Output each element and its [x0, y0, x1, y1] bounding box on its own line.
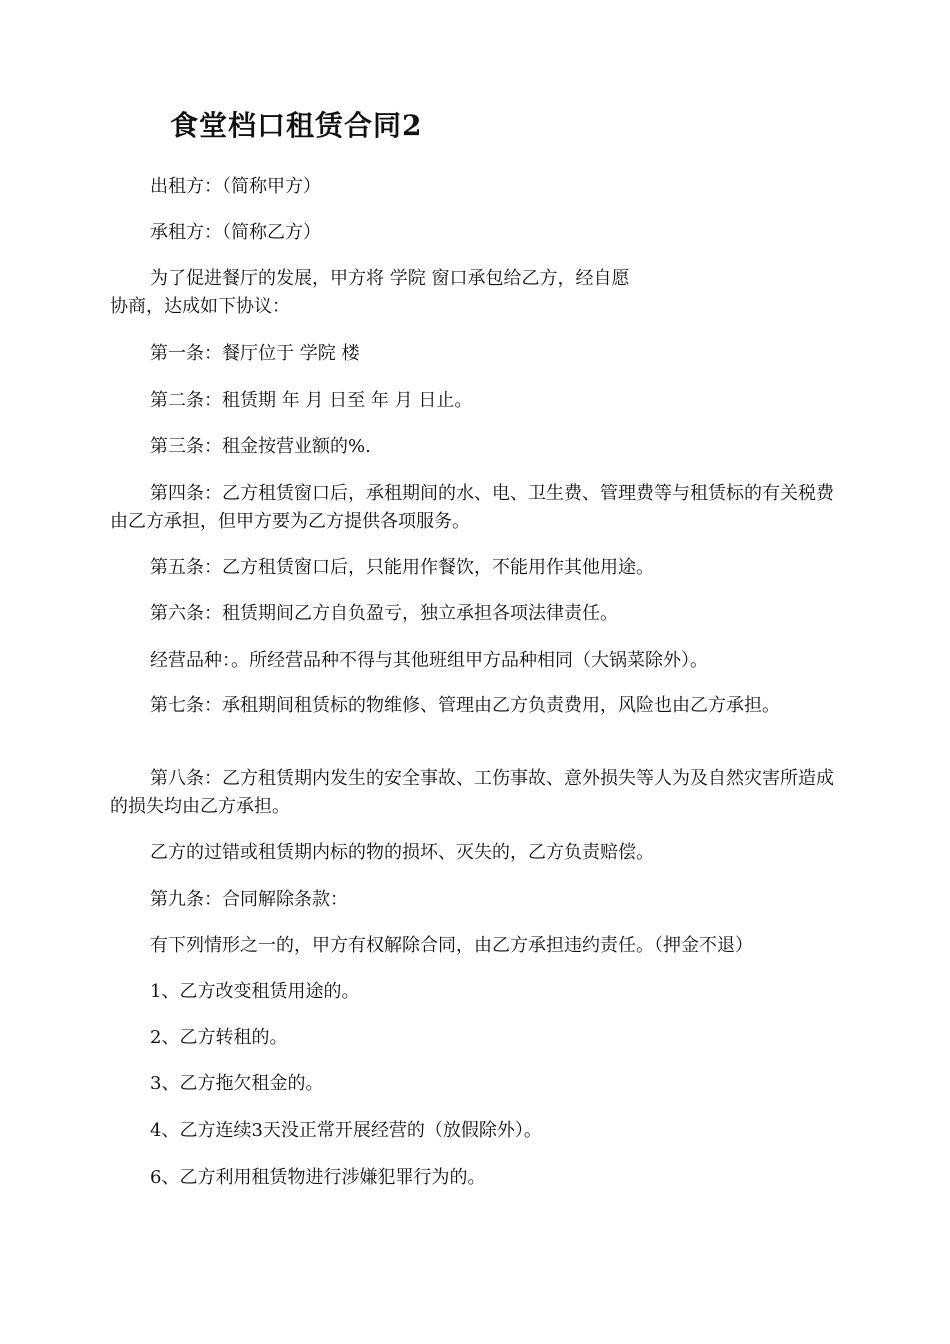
list-item-2: 2、乙方转租的。 [150, 1027, 288, 1048]
paragraph-preamble-cont: 协商，达成如下协议： [110, 296, 290, 317]
document-title: 食堂档口租赁合同2 [170, 109, 423, 142]
paragraph-article-8: 第八条：乙方租赁期内发生的安全事故、工伤事故、意外损失等人为及自然灾害所造成的损失均由乙方承担。 [110, 768, 834, 817]
paragraph-article-1: 第一条：餐厅位于 学院 楼 [150, 343, 360, 364]
paragraph-article-5: 第五条：乙方租赁窗口后，只能用作餐饮，不能用作其他用途。 [150, 557, 654, 578]
paragraph-business-scope: 经营品种：。所经营品种不得与其他班组甲方品种相同（大锅菜除外）。 [150, 650, 708, 671]
paragraph-article-9: 第九条：合同解除条款： [150, 889, 348, 910]
list-item-6: 6、乙方利用租赁物进行涉嫌犯罪行为的。 [150, 1167, 486, 1188]
list-item-4: 4、乙方连续3天没正常开展经营的（放假除外）。 [150, 1120, 542, 1141]
paragraph-article-6: 第六条：租赁期间乙方自负盈亏，独立承担各项法律责任。 [150, 603, 618, 624]
paragraph-compensation: 乙方的过错或租赁期内标的物的损坏、灭失的，乙方负责赔偿。 [150, 842, 654, 863]
list-item-1: 1、乙方改变租赁用途的。 [150, 981, 360, 1002]
paragraph-preamble: 为了促进餐厅的发展，甲方将 学院 窗口承包给乙方，经自愿 [150, 268, 630, 289]
paragraph-article-2: 第二条：租赁期 年 月 日至 年 月 日止。 [150, 390, 473, 411]
list-item-3: 3、乙方拖欠租金的。 [150, 1073, 324, 1094]
paragraph-lessee: 承租方：（简称乙方） [150, 222, 321, 243]
paragraph-article-7: 第七条：承租期间租赁标的物维修、管理由乙方负责费用，风险也由乙方承担。 [150, 695, 780, 716]
paragraph-article-3: 第三条：租金按营业额的%. [150, 436, 371, 457]
paragraph-termination-conditions: 有下列情形之一的，甲方有权解除合同，由乙方承担违约责任。（押金不退） [150, 935, 753, 956]
paragraph-lessor: 出租方：（简称甲方） [150, 176, 321, 197]
paragraph-article-4: 第四条：乙方租赁窗口后，承租期间的水、电、卫生费、管理费等与租赁标的有关税费由乙方承担，但甲方要为乙方提供各项服务。 [110, 483, 834, 532]
